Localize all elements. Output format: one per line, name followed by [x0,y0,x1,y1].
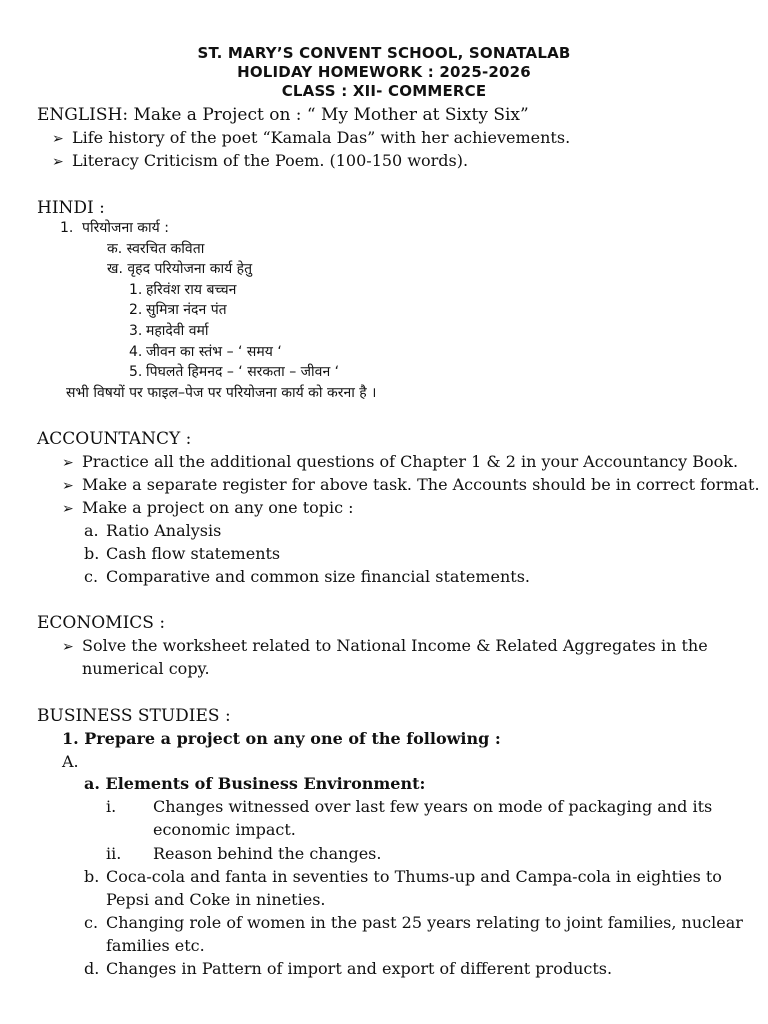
hindi-sub-a: क. स्वरचित कविता [107,241,205,257]
business-c-continuation: families etc. [106,936,205,955]
school-name: ST. MARY’S CONVENT SCHOOL, SONATALAB [197,44,571,62]
accountancy-heading: ACCOUNTANCY : [37,429,192,449]
english-heading: ENGLISH: [37,105,129,125]
hindi-heading: HINDI : [37,198,105,218]
english-line [37,104,529,126]
homework-title: HOLIDAY HOMEWORK : 2025-2026 [237,63,531,81]
hindi-numbered-item: 3. महादेवी वर्मा [129,323,209,339]
business-b: b. Coca-cola and fanta in seventies to Thums-up and Campa-cola in eighties to [84,867,722,886]
document-header [0,44,768,101]
hindi-numbered-item: 2. सुमित्रा नंदन पंत [129,302,227,318]
business-a-i-continuation: economic impact. [153,820,296,839]
english-bullet: ➢ Literacy Criticism of the Poem. (100-150 words). [52,150,468,173]
economics-heading: ECONOMICS : [37,613,166,633]
economics-bullet-continuation: numerical copy. [82,659,210,678]
arrowhead-bullet-icon: ➢ [62,455,74,471]
accountancy-bullet: ➢ Make a separate register for above task. The Accounts should be in correct format. [62,474,760,497]
class-label: CLASS : XII- COMMERCE [281,82,487,100]
hindi-item-1: 1. परियोजना कार्य : [60,220,169,236]
accountancy-topic: b. Cash flow statements [84,544,281,563]
accountancy-bullet: ➢ Practice all the additional questions of Chapter 1 & 2 in your Accountancy Book. [62,451,738,474]
business-d: d. Changes in Pattern of import and export of different products. [84,959,613,978]
arrowhead-bullet-icon: ➢ [62,639,74,655]
arrowhead-bullet-icon: ➢ [62,501,74,517]
arrowhead-bullet-icon: ➢ [52,154,64,170]
arrowhead-bullet-icon: ➢ [62,478,74,494]
hindi-numbered-item: 4. जीवन का स्तंभ – ‘ समय ‘ [129,344,282,360]
business-b-continuation: Pepsi and Coke in nineties. [106,890,326,909]
accountancy-bullet: ➢ Make a project on any one topic : [62,497,354,520]
business-studies-heading: BUSINESS STUDIES : [37,706,231,726]
accountancy-topic: c. Comparative and common size financial statements. [84,567,530,586]
business-item-1: 1. Prepare a project on any one of the following : [62,729,501,748]
hindi-sub-b: ख. वृहद परियोजना कार्य हेतु [107,261,253,277]
business-a-i: i. Changes witnessed over last few years on mode of packaging and its [106,797,713,816]
business-c: c. Changing role of women in the past 25 years relating to joint families, nuclear [84,913,743,932]
hindi-note: सभी विषयों पर फाइल–पेज पर परियोजना कार्य को करना है । [66,385,377,401]
accountancy-topic: a. Ratio Analysis [84,521,222,540]
hindi-numbered-item: 5. पिघलते हिमनद – ‘ सरकता – जीवन ‘ [129,364,340,380]
business-a-ii: ii. Reason behind the changes. [106,844,382,863]
hindi-numbered-item: 1. हरिवंश राय बच्चन [129,282,237,298]
english-intro: Make a Project on : “ My Mother at Sixty Six” [128,105,529,125]
business-section-a: A. [62,752,79,771]
business-a-heading: a. Elements of Business Environment: [84,774,426,793]
english-bullet: ➢ Life history of the poet “Kamala Das” with her achievements. [52,127,570,150]
arrowhead-bullet-icon: ➢ [52,131,64,147]
economics-bullet: ➢ Solve the worksheet related to National Income & Related Aggregates in the [62,635,708,658]
